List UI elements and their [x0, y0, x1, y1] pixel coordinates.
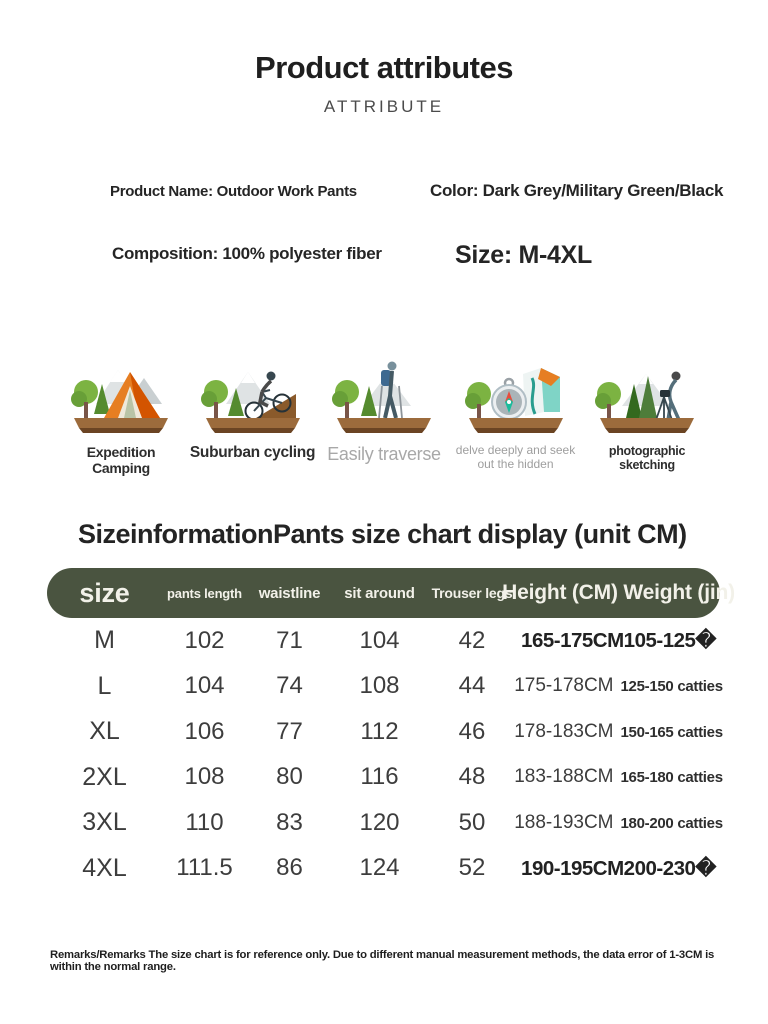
product-name-text: Product Name: Outdoor Work Pants	[110, 183, 357, 200]
page-subtitle: ATTRIBUTE	[323, 97, 445, 116]
compass-map-scene-icon	[461, 356, 571, 436]
cell-pants-length: 102	[184, 626, 225, 654]
cell-height-weight	[521, 628, 716, 653]
feature-label: Suburban cycling	[189, 444, 316, 461]
cell-trouser-legs: 42	[458, 626, 486, 654]
cycling-scene-icon	[198, 356, 308, 436]
cell-size: 4XL	[82, 853, 127, 882]
feature-label: Expedition Camping	[86, 444, 156, 477]
weight-value: 180-200 catties	[620, 814, 723, 832]
height-value: 165-175CM	[521, 629, 624, 653]
table-row	[47, 618, 720, 664]
weight-value: 200-230�	[623, 856, 716, 880]
product-color-text: Color: Dark Grey/Military Green/Black	[430, 181, 724, 200]
cell-trouser-legs: 52	[458, 854, 486, 882]
column-header-size: size	[79, 577, 130, 608]
height-value: 190-195CM	[521, 856, 624, 880]
cell-pants-length: 110	[185, 808, 224, 836]
hiking-scene-icon	[329, 356, 439, 436]
cell-size: L	[97, 671, 112, 700]
size-chart-table	[47, 568, 735, 891]
column-header-sit-around: sit around	[344, 584, 415, 602]
table-header-row	[47, 568, 735, 618]
photography-scene-icon	[592, 356, 702, 436]
cell-sit-around: 108	[359, 672, 400, 700]
cell-height-weight	[514, 766, 723, 788]
feature-label: Easily traverse	[327, 444, 441, 464]
column-header-waistline: waistline	[258, 584, 321, 602]
table-row	[47, 664, 723, 710]
cell-pants-length: 106	[184, 717, 225, 745]
size-chart-heading: SizeinformationPants size chart display (unit CM)	[78, 519, 687, 549]
table-row	[47, 709, 723, 755]
column-header-trouser-legs: Trouser legs	[431, 585, 513, 601]
cell-sit-around: 120	[359, 808, 400, 836]
cell-trouser-legs: 50	[458, 808, 486, 836]
feature-photography	[584, 356, 710, 476]
feature-hiking	[321, 356, 447, 476]
feature-cycling	[190, 356, 316, 476]
product-size-range-text: Size: M-4XL	[455, 241, 592, 269]
camping-scene-icon	[66, 356, 176, 436]
cell-waistline: 74	[276, 672, 303, 700]
feature-label: photographic sketching	[608, 444, 686, 473]
feature-exploring	[453, 356, 579, 476]
table-row	[47, 846, 720, 892]
column-header-pants-length: pants length	[167, 585, 242, 601]
cell-waistline: 80	[276, 763, 303, 791]
weight-value: 150-165 catties	[620, 723, 723, 741]
cell-height-weight	[514, 812, 723, 834]
cell-size: 2XL	[82, 762, 127, 791]
remarks-text: Remarks/Remarks The size chart is for reference only. Due to different manual measurement methods, the data error of 1-3CM is within the normal range.	[50, 949, 715, 973]
feature-icons-row	[58, 356, 710, 476]
cell-waistline: 77	[276, 717, 303, 745]
height-value: 183-188CM	[514, 766, 614, 788]
cell-sit-around: 116	[360, 763, 399, 791]
height-value: 188-193CM	[514, 811, 614, 833]
cell-trouser-legs: 46	[458, 717, 486, 745]
cell-height-weight	[514, 721, 723, 743]
page-title: Product attributes	[255, 50, 513, 85]
cell-height-weight	[521, 856, 716, 881]
cell-trouser-legs: 44	[458, 672, 486, 700]
column-header-height-weight: Height (CM) Weight (jin)	[502, 581, 735, 604]
weight-value: 165-180 catties	[620, 769, 723, 787]
cell-trouser-legs: 48	[458, 763, 486, 791]
cell-sit-around: 124	[359, 854, 400, 882]
weight-value: 125-150 catties	[620, 678, 723, 696]
cell-sit-around: 112	[360, 717, 399, 745]
feature-label: delve deeply and seek out the hidden	[455, 443, 576, 471]
cell-sit-around: 104	[359, 626, 400, 654]
product-composition-text: Composition: 100% polyester fiber	[112, 244, 382, 263]
cell-pants-length: 108	[184, 763, 225, 791]
table-row	[47, 800, 723, 846]
cell-waistline: 83	[276, 808, 303, 836]
table-row	[47, 755, 723, 801]
cell-waistline: 71	[276, 626, 303, 654]
cell-size: 3XL	[82, 808, 127, 837]
cell-size: M	[94, 626, 115, 655]
feature-camping	[58, 356, 184, 476]
cell-size: XL	[89, 717, 120, 746]
cell-waistline: 86	[276, 854, 303, 882]
height-value: 178-183CM	[514, 720, 614, 742]
cell-pants-length: 111.5	[176, 854, 233, 882]
weight-value: 105-125�	[623, 629, 716, 653]
cell-pants-length: 104	[184, 672, 225, 700]
height-value: 175-178CM	[514, 675, 614, 697]
cell-height-weight	[514, 675, 723, 697]
